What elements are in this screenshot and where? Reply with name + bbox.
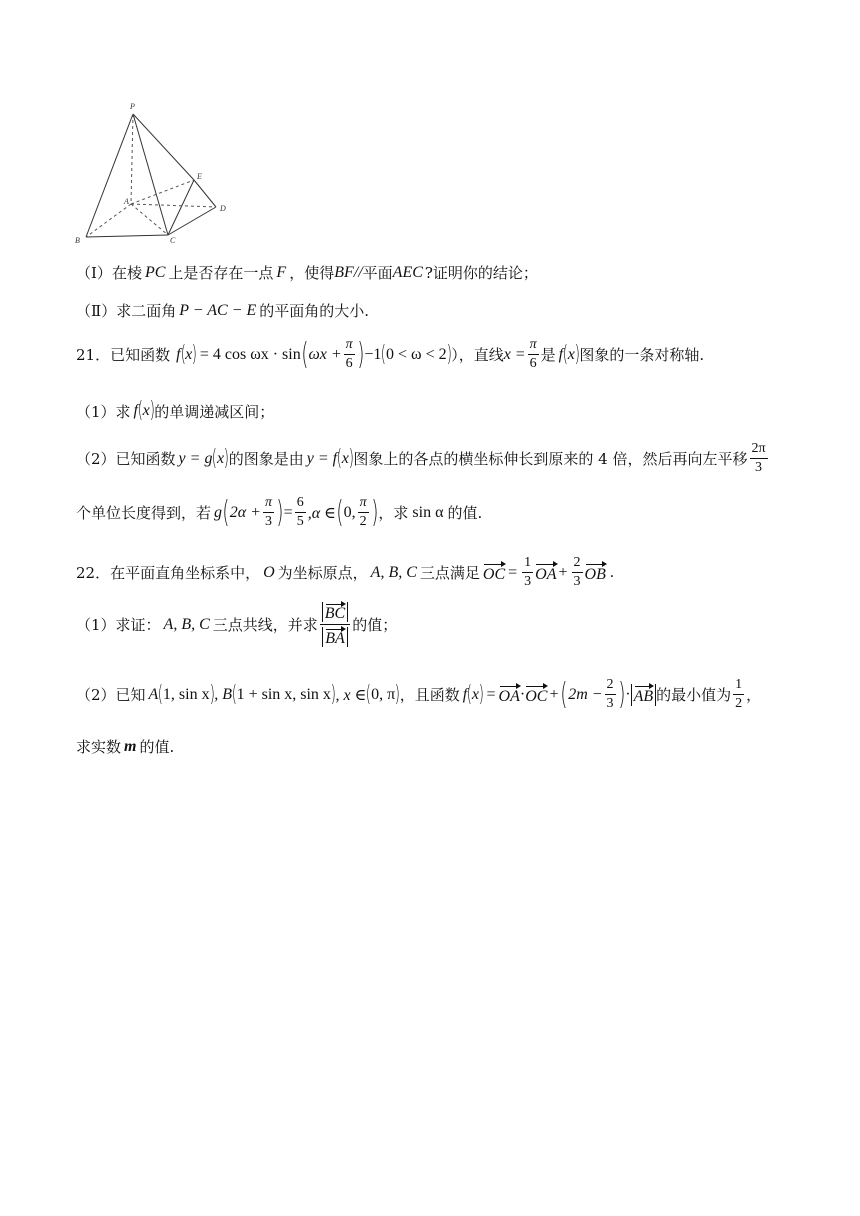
one-half: $\frac{1}{2}$ [735,677,743,711]
label-D: D [220,204,226,213]
q21-part2-line1: （2）已知函数 y = g ( x ) 的图象是由 y = f ( x ) 图象上的各点的横坐标伸长到原来的 4 倍，然后再向左平移 $\frac{2\pi}{3}$ [76,441,766,475]
edge-PB [86,114,133,237]
label-E: E [197,172,202,181]
label-P: P [130,102,135,111]
edge-AC [131,204,168,235]
label-B: B [75,236,80,245]
pi-over-2: $\frac{\pi}{2}$ [359,495,367,529]
q20-part1: （Ⅰ） 在棱 PC 上是否存在一点 F ，使得 BF// 平面 AEC ?证明你的结论； [76,263,538,282]
q22-part2-line2: 求实数 m 的值. [76,737,175,756]
edge-PA [131,114,133,204]
pyramid-figure [70,100,250,250]
q21-part2-line2: 个单位长度得到，若 g ( 2α + $\frac{\pi}{3}$ ) = $\frac{6}{5}$ ,α ∈ ( 0, $\frac{\pi}{2}$ ) ，求 sin α 的值. [76,494,483,530]
six-fifths: $\frac{6}{5}$ [296,495,304,529]
bc-over-ba: $\frac{BC}{BA}$ [320,602,350,647]
q20-part2: （Ⅱ） 求二面角 P − AC − E 的平面角的大小. [76,301,370,320]
pi-over-6-b: $\frac{\pi}{6}$ [529,337,537,371]
edge-BC [86,235,168,237]
pi-over-3: $\frac{\pi}{3}$ [264,495,272,529]
label-A: A [124,197,129,206]
q21-stem: 21．已知函数 f ( x ) = 4 cos ωx · sin ( ωx + $\frac{\pi}{6}$ ) −1 ( 0 < ω < 2 ) ），直线 x = $\frac{\pi}{6}$ 是 f ( x ) 图象的一条对称轴. [76,336,705,372]
edge-AD [131,204,216,207]
edge-CD [168,207,216,235]
edge-ED [194,180,216,207]
q22-stem: 22．在平面直角坐标系中， O 为坐标原点， A, B, C 三点满足 OC = $\frac{1}{3}$ OA + $\frac{2}{3}$ OB . [76,555,614,589]
q21-part1: （1）求 f ( x ) 的单调递减区间； [76,398,275,423]
pi-over-6: $\frac{\pi}{6}$ [345,337,353,371]
label-C: C [170,236,176,245]
edge-PC [133,114,168,235]
q22-part2-line1: （2）已知 A ( 1, sin x ) , B ( 1 + sin x, sin x ) , x ∈ ( 0, π ) ，且函数 f ( x ) = OA · OC + ( 2m − $\frac{2}{3}$ ) · AB 的最小值为 $\frac{1}{2}$ ， [76,676,762,712]
one-third: $\frac{1}{3}$ [524,555,532,589]
two-thirds-b: $\frac{2}{3}$ [606,677,614,711]
q22-part1: （1）求证： A, B, C 三点共线，并求 $\frac{BC}{BA}$ 的值； [76,602,397,647]
two-pi-over-3: $\frac{2\pi}{3}$ [751,441,766,475]
two-thirds: $\frac{2}{3}$ [573,555,581,589]
